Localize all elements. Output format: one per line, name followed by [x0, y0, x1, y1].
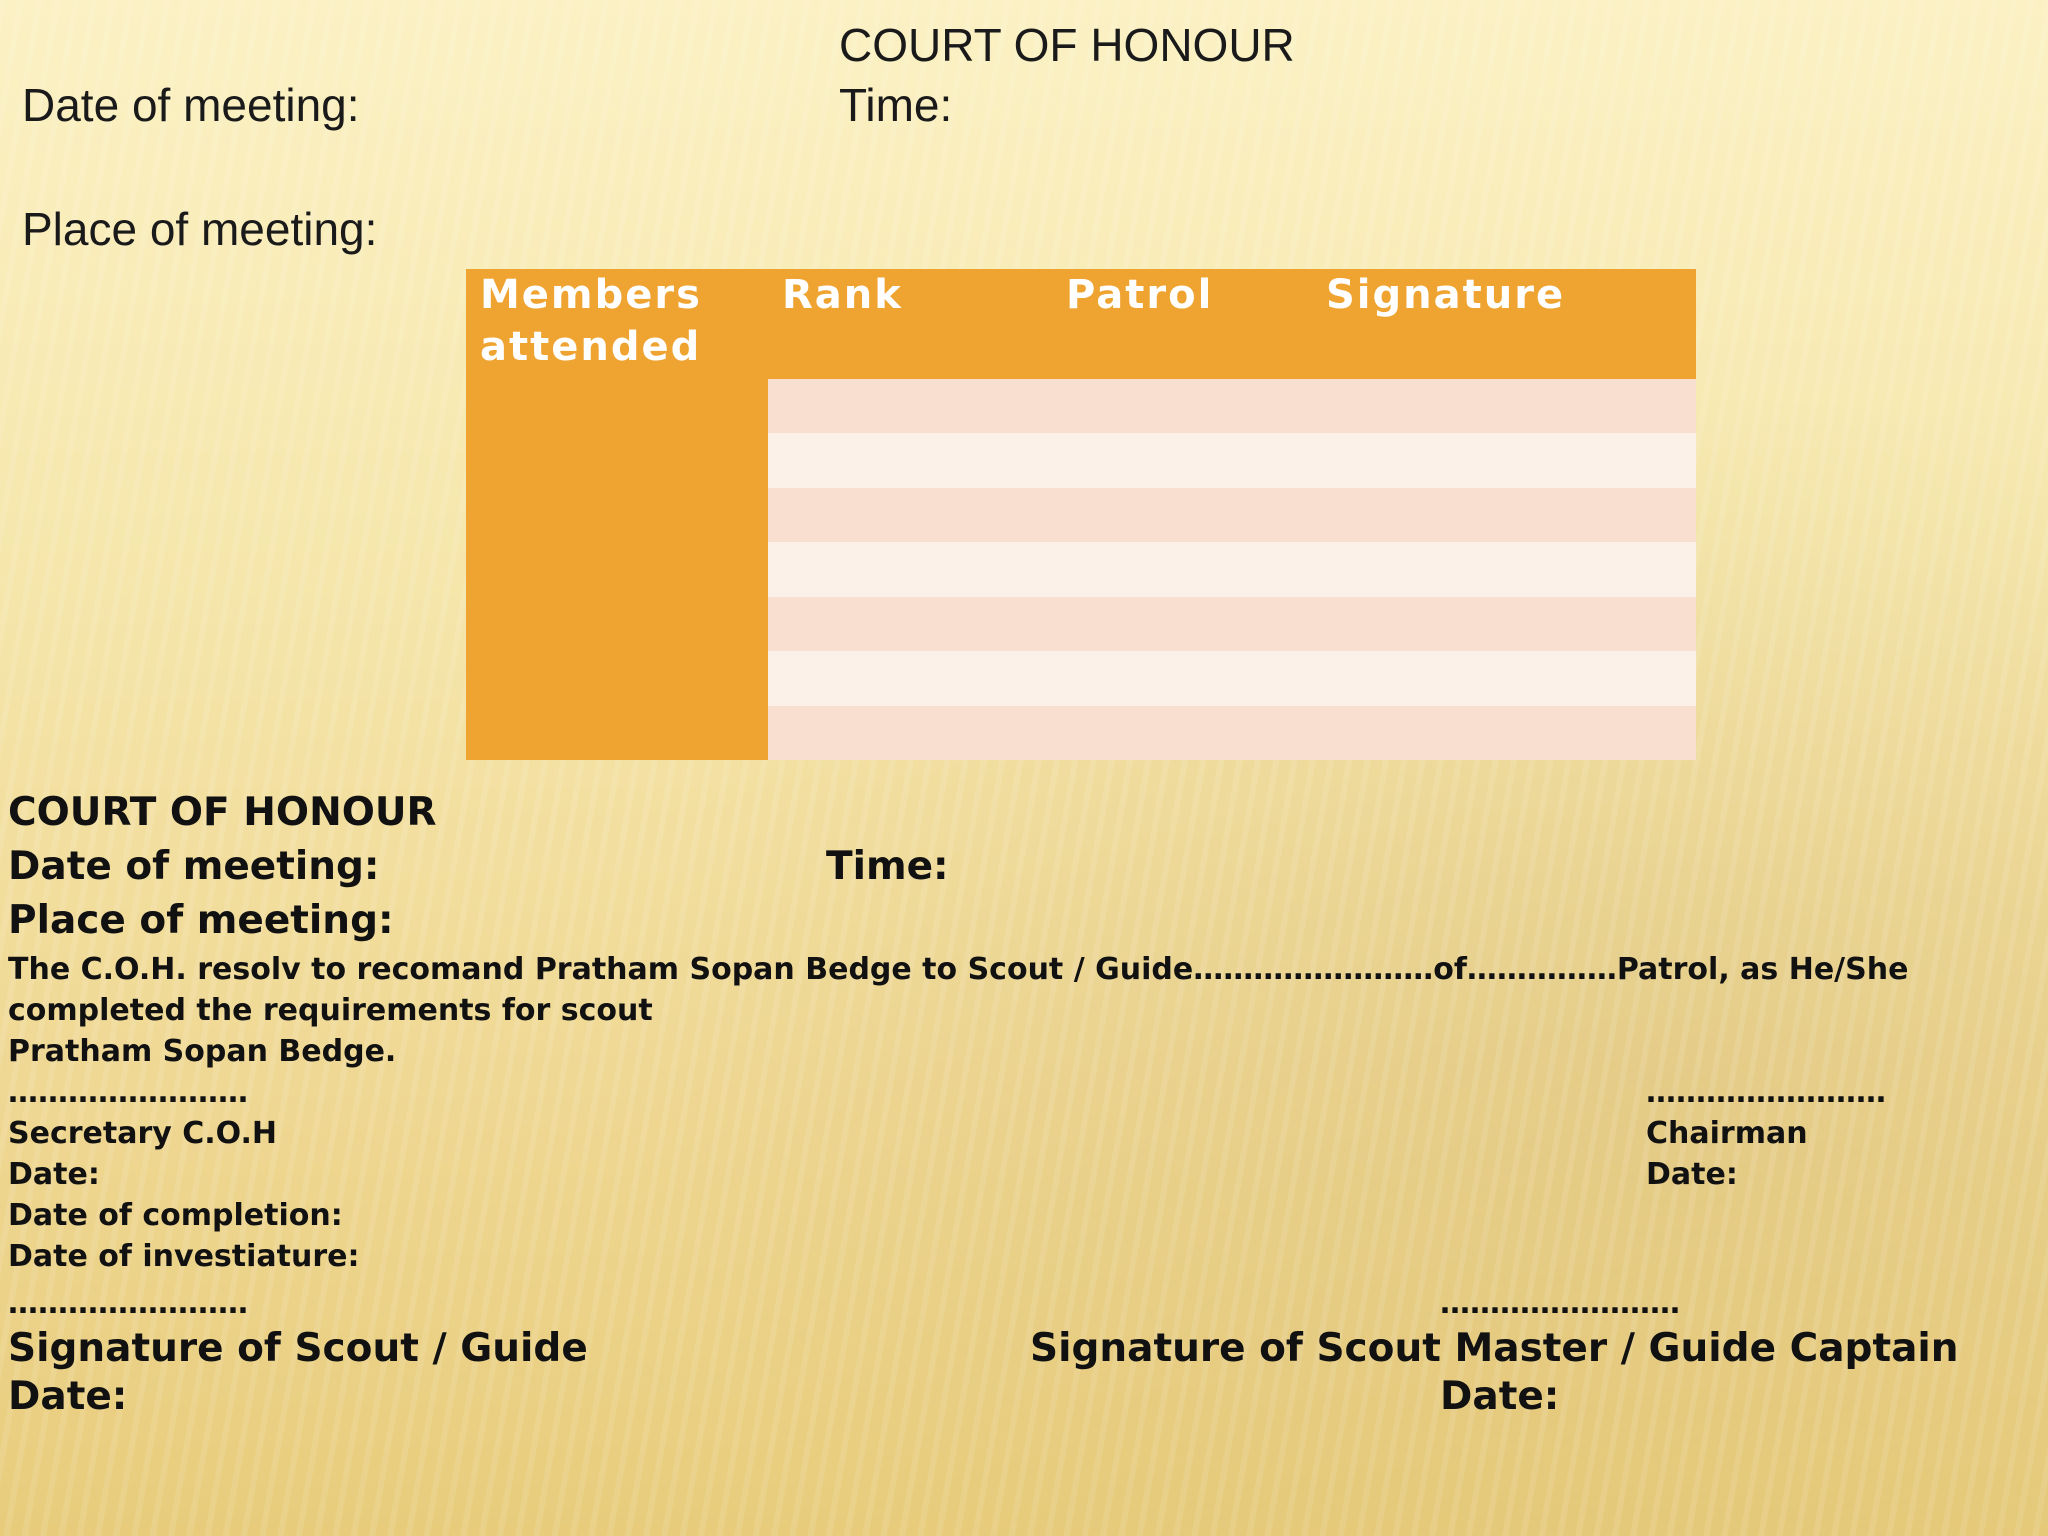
table-row[interactable]	[768, 488, 1696, 542]
form-date-of-meeting-label: Date of meeting:	[8, 844, 380, 889]
members-column-body	[466, 379, 768, 760]
column-header-patrol: Patrol	[1066, 272, 1214, 318]
resolution-text-line-2: completed the requirements for scout	[8, 993, 653, 1028]
time-label: Time:	[839, 79, 953, 131]
table-row[interactable]	[768, 597, 1696, 651]
form-place-of-meeting-label: Place of meeting:	[8, 898, 394, 943]
place-of-meeting-label: Place of meeting:	[22, 203, 378, 255]
table-row[interactable]	[768, 651, 1696, 705]
resolution-text-line-3: Pratham Sopan Bedge.	[8, 1034, 397, 1069]
attendance-table	[466, 269, 1696, 760]
scout-master-signature-line: ……………………	[1440, 1286, 1680, 1321]
chairman-label: Chairman	[1646, 1116, 1808, 1151]
chairman-signature-line: ……………………	[1646, 1075, 1886, 1110]
attendance-table-body	[768, 379, 1696, 760]
form-time-label: Time:	[826, 844, 949, 889]
date-of-completion-label: Date of completion:	[8, 1198, 343, 1233]
table-row[interactable]	[768, 542, 1696, 596]
secretary-label: Secretary C.O.H	[8, 1116, 278, 1151]
table-row[interactable]	[768, 433, 1696, 487]
scout-master-signature-label: Signature of Scout Master / Guide Captain	[1030, 1326, 1959, 1371]
table-row[interactable]	[768, 706, 1696, 760]
secretary-signature-line: ……………………	[8, 1075, 248, 1110]
secretary-date-label: Date:	[8, 1157, 100, 1192]
table-row[interactable]	[768, 379, 1696, 433]
column-header-signature: Signature	[1326, 272, 1566, 318]
column-header-rank: Rank	[782, 272, 903, 318]
scout-master-date-label: Date:	[1440, 1374, 1560, 1419]
form-title: COURT OF HONOUR	[8, 790, 437, 835]
scout-signature-label: Signature of Scout / Guide	[8, 1326, 588, 1371]
scout-date-label: Date:	[8, 1374, 128, 1419]
date-of-investiture-label: Date of investiature:	[8, 1239, 360, 1274]
page-title: COURT OF HONOUR	[839, 19, 1295, 71]
column-header-members-attended: Members attended	[480, 272, 702, 370]
chairman-date-label: Date:	[1646, 1157, 1738, 1192]
attendance-table-header	[466, 269, 1696, 379]
resolution-text-line-1: The C.O.H. resolv to recomand Pratham Sopan Bedge to Scout / Guide……………………of……………Patrol, as He/She	[8, 952, 1909, 987]
date-of-meeting-label: Date of meeting:	[22, 79, 360, 131]
scout-signature-line: ……………………	[8, 1286, 248, 1321]
